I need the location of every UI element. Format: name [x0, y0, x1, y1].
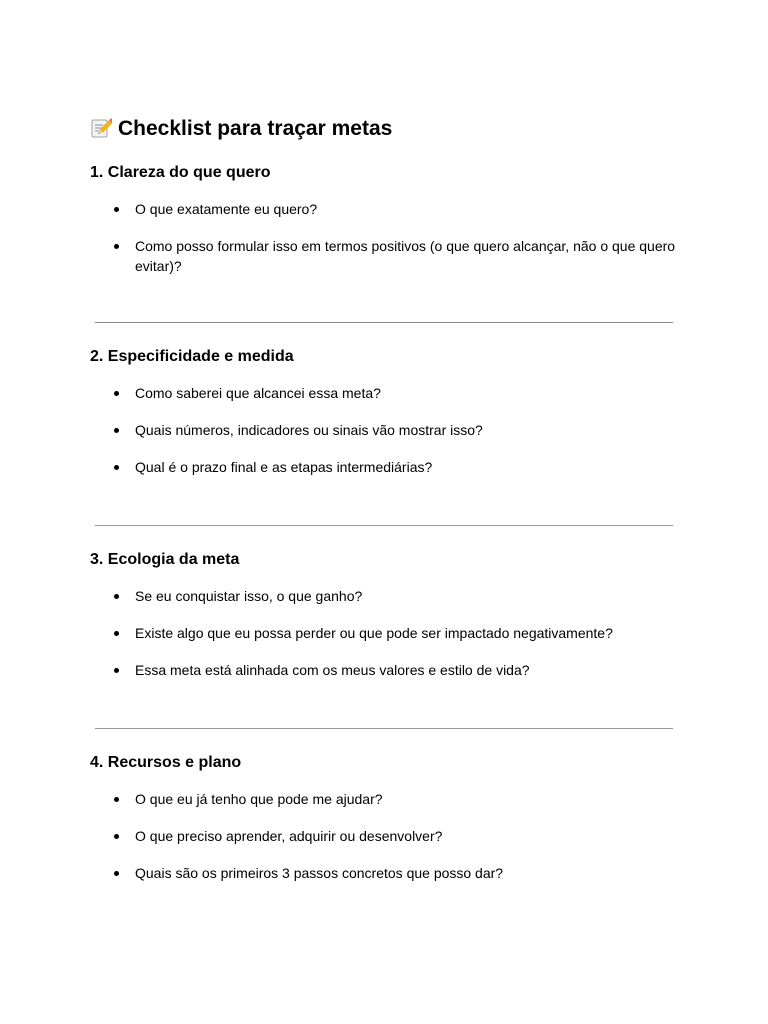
list-item: [90, 383, 680, 403]
bullet-list: [90, 199, 680, 276]
list-item: [90, 586, 680, 606]
list-item-text: Como posso formular isso em termos positivos (o que quero alcançar, não o que quero evitar)?: [135, 238, 676, 274]
section-divider: [95, 322, 673, 323]
bullet-icon: [114, 594, 119, 599]
list-item: [90, 863, 680, 883]
list-item: [90, 826, 680, 846]
memo-icon: [90, 117, 112, 139]
bullet-icon: [114, 428, 119, 433]
section-heading: 1. Clareza do que quero: [90, 164, 271, 181]
bullet-icon: [114, 797, 119, 802]
list-item-text: Quais são os primeiros 3 passos concretos que posso dar?: [135, 865, 504, 881]
list-item-text: Existe algo que eu possa perder ou que pode ser impactado negativamente?: [135, 625, 613, 641]
list-item: [90, 420, 680, 440]
section-heading: 2. Especificidade e medida: [90, 348, 294, 365]
section-resources: [90, 753, 680, 883]
bullet-icon: [114, 391, 119, 396]
title-text: Checklist para traçar metas: [118, 117, 393, 140]
list-item-text: Qual é o prazo final e as etapas intermediárias?: [135, 459, 433, 475]
bullet-list: [90, 383, 680, 477]
section-ecology: [90, 550, 680, 680]
list-item-text: Como saberei que alcancei essa meta?: [135, 385, 381, 401]
list-item: [90, 623, 680, 643]
bullet-icon: [114, 465, 119, 470]
section-divider: [95, 728, 673, 729]
section-specificity: [90, 347, 680, 477]
bullet-list: [90, 789, 680, 883]
list-item: [90, 660, 680, 680]
list-item-text: O que exatamente eu quero?: [135, 201, 318, 217]
list-item-text: O que eu já tenho que pode me ajudar?: [135, 791, 383, 807]
list-item-text: O que preciso aprender, adquirir ou desenvolver?: [135, 828, 443, 844]
bullet-list: [90, 586, 680, 680]
bullet-icon: [114, 244, 119, 249]
list-item: [90, 457, 680, 477]
bullet-icon: [114, 668, 119, 673]
list-item-text: Quais números, indicadores ou sinais vão mostrar isso?: [135, 422, 483, 438]
section-heading: 3. Ecologia da meta: [90, 551, 240, 568]
list-item: [90, 789, 680, 809]
bullet-icon: [114, 207, 119, 212]
list-item: [90, 199, 680, 219]
section-divider: [95, 525, 673, 526]
list-item-text: Essa meta está alinhada com os meus valores e estilo de vida?: [135, 662, 530, 678]
list-item-text: Se eu conquistar isso, o que ganho?: [135, 588, 363, 604]
bullet-icon: [114, 871, 119, 876]
bullet-icon: [114, 631, 119, 636]
section-heading: 4. Recursos e plano: [90, 754, 242, 771]
page-title: [90, 116, 392, 142]
list-item: [90, 236, 680, 276]
bullet-icon: [114, 834, 119, 839]
section-clarity: [90, 163, 680, 276]
